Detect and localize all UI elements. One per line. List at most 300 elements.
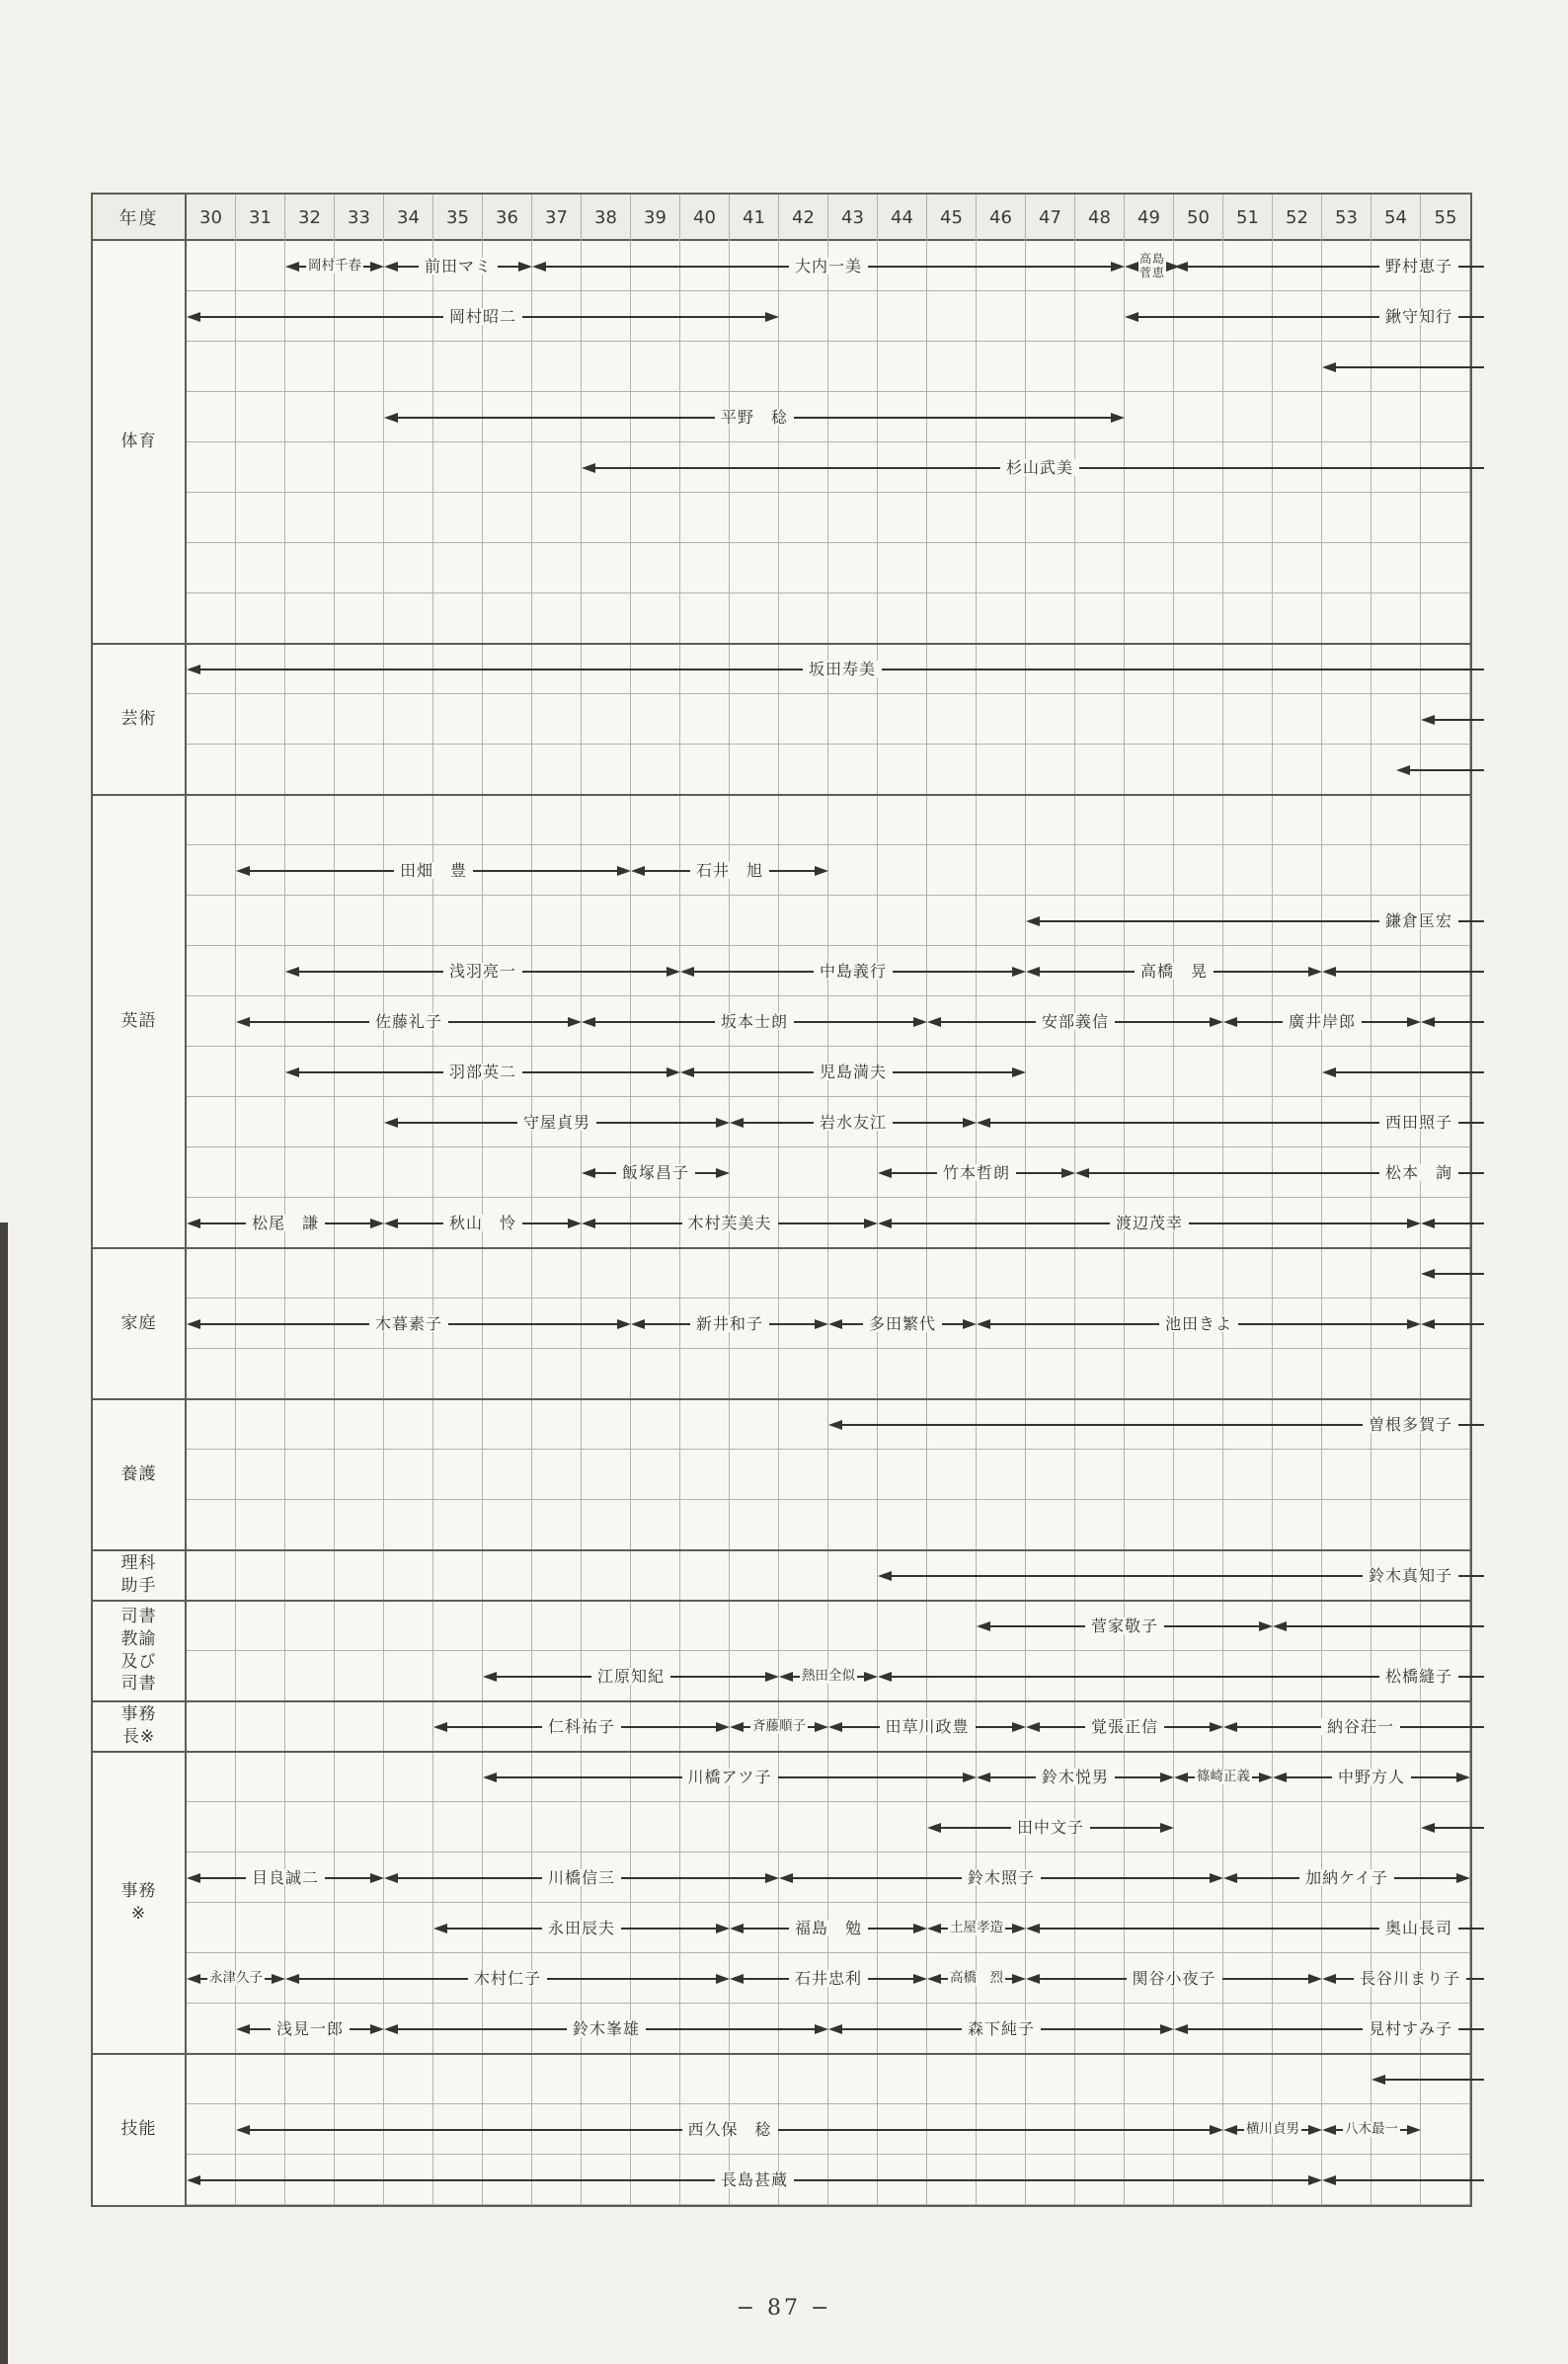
year-header-cell: 38 xyxy=(582,195,631,241)
staff-name: 長谷川まり子 xyxy=(1354,1970,1466,1988)
arrowhead-right-icon xyxy=(963,1773,977,1782)
arrowhead-left-icon xyxy=(384,1219,398,1228)
section-divider xyxy=(93,794,1470,796)
span-line xyxy=(882,669,1484,670)
arrowhead-left-icon xyxy=(384,2024,398,2034)
span-line xyxy=(200,316,443,318)
arrowhead-left-icon xyxy=(1322,2175,1336,2185)
staff-span xyxy=(187,1953,285,2004)
span-line xyxy=(621,1928,716,1930)
staff-span xyxy=(1322,1953,1484,2004)
year-header-cell: 40 xyxy=(680,195,730,241)
staff-name: 鈴木真知子 xyxy=(1363,1567,1458,1585)
span-line xyxy=(1238,1323,1407,1325)
span-line xyxy=(1115,1776,1160,1778)
staff-name: 永津久子 xyxy=(209,1970,263,1987)
span-line xyxy=(1435,719,1484,721)
timeline-grid xyxy=(187,241,1470,2205)
span-line xyxy=(1237,1877,1299,1879)
span-line xyxy=(990,1122,1379,1124)
staff-span xyxy=(384,1852,779,1903)
staff-name: 田畑 豊 xyxy=(394,862,473,880)
arrowhead-left-icon xyxy=(927,1924,941,1933)
arrowhead-right-icon xyxy=(272,1974,285,1984)
continuation-arrow xyxy=(1322,342,1484,392)
staff-span xyxy=(977,1601,1273,1651)
arrowhead-right-icon xyxy=(1160,2024,1174,2034)
span-line xyxy=(842,1726,880,1728)
span-line xyxy=(1237,1021,1283,1023)
staff-name: 納谷荘一 xyxy=(1321,1718,1400,1736)
book-gutter-shadow xyxy=(0,1222,8,2364)
arrowhead-right-icon xyxy=(1012,1924,1026,1933)
span-line xyxy=(769,1323,815,1325)
span-line xyxy=(1188,266,1379,268)
span-line xyxy=(350,2028,370,2030)
year-header-cell: 53 xyxy=(1322,195,1372,241)
year-header-cell: 55 xyxy=(1434,207,1457,228)
staff-span xyxy=(384,392,1125,442)
arrowhead-right-icon xyxy=(1456,1873,1470,1883)
arrowhead-left-icon xyxy=(878,1672,892,1682)
arrowhead-left-icon xyxy=(532,262,546,272)
staff-span xyxy=(977,1299,1421,1349)
span-line xyxy=(522,971,666,973)
staff-name: 羽部英二 xyxy=(443,1064,522,1081)
year-header-cell: 52 xyxy=(1273,195,1322,241)
arrowhead-right-icon xyxy=(568,1017,582,1027)
arrowhead-left-icon xyxy=(828,2024,842,2034)
staff-span xyxy=(285,946,680,996)
arrowhead-left-icon xyxy=(631,866,645,876)
staff-name: 多田繁代 xyxy=(863,1315,942,1333)
span-line xyxy=(941,1978,948,1980)
arrowhead-right-icon xyxy=(1160,1773,1174,1782)
span-line xyxy=(299,971,443,973)
span-line xyxy=(694,971,814,973)
arrowhead-right-icon xyxy=(1456,1773,1470,1782)
staff-name: 福島 勉 xyxy=(789,1920,868,1937)
span-line xyxy=(299,1071,443,1073)
arrowhead-left-icon xyxy=(236,1017,250,1027)
staff-name: 石井 旭 xyxy=(690,862,769,880)
arrowhead-left-icon xyxy=(927,1974,941,1984)
span-line xyxy=(1336,366,1484,368)
arrowhead-left-icon xyxy=(1223,1017,1237,1027)
staff-span xyxy=(1026,896,1484,946)
span-line xyxy=(1435,1222,1484,1224)
staff-name: 斉藤順子 xyxy=(752,1718,806,1735)
span-line xyxy=(621,1726,716,1728)
staff-name: 岡村千春 xyxy=(308,258,361,275)
staff-span xyxy=(828,1701,1026,1752)
section-label: 英語 xyxy=(120,1010,157,1031)
staff-name: 鈴木悦男 xyxy=(1036,1769,1115,1786)
arrowhead-right-icon xyxy=(1111,413,1125,423)
span-line xyxy=(1458,266,1484,268)
staff-span xyxy=(187,644,1484,694)
arrowhead-left-icon xyxy=(977,1621,990,1631)
arrowhead-right-icon xyxy=(370,1219,384,1228)
staff-span xyxy=(1273,1752,1470,1802)
staff-span xyxy=(1125,241,1174,291)
staff-name: 新井和子 xyxy=(690,1315,769,1333)
section-label: 技能 xyxy=(120,2118,157,2139)
arrowhead-left-icon xyxy=(878,1168,892,1178)
arrowhead-left-icon xyxy=(582,1017,595,1027)
staff-span xyxy=(384,1198,582,1248)
staff-span xyxy=(1223,996,1421,1047)
staff-name: 高島 菅恵 xyxy=(1139,251,1166,279)
span-line xyxy=(1040,1928,1379,1930)
arrowhead-right-icon xyxy=(666,967,680,977)
span-line xyxy=(794,2179,1308,2181)
arrowhead-left-icon xyxy=(1421,715,1435,725)
arrowhead-left-icon xyxy=(187,1219,200,1228)
staff-name: 松橋縫子 xyxy=(1379,1668,1458,1686)
year-header-cell: 51 xyxy=(1223,195,1273,241)
span-line xyxy=(621,1877,765,1879)
arrowhead-right-icon xyxy=(765,312,779,322)
arrowhead-left-icon xyxy=(384,262,398,272)
staff-span xyxy=(187,1299,631,1349)
staff-span xyxy=(236,845,631,896)
span-line xyxy=(1016,1172,1061,1174)
staff-name: 坂本士朗 xyxy=(715,1013,794,1031)
staff-span xyxy=(878,1147,1075,1198)
arrowhead-right-icon xyxy=(617,1319,631,1329)
section-label-column xyxy=(93,241,187,2205)
arrowhead-right-icon xyxy=(568,1219,582,1228)
span-line xyxy=(1287,1625,1484,1627)
continuation-arrow xyxy=(1421,694,1484,745)
span-line xyxy=(645,1323,690,1325)
arrowhead-left-icon xyxy=(1273,1621,1287,1631)
span-line xyxy=(1336,2129,1343,2131)
continuation-arrow xyxy=(1421,996,1484,1047)
staff-span xyxy=(1075,1147,1484,1198)
staff-name: 永田辰夫 xyxy=(542,1920,621,1937)
year-header-cell: 42 xyxy=(779,195,828,241)
span-line xyxy=(1458,1676,1484,1678)
section-label: 養護 xyxy=(120,1463,157,1484)
span-line xyxy=(769,870,815,872)
staff-name: 松尾 謙 xyxy=(246,1215,325,1232)
year-header-cell: 48 xyxy=(1075,195,1125,241)
staff-name: 野村恵子 xyxy=(1379,258,1458,276)
span-line xyxy=(497,1676,591,1678)
arrowhead-left-icon xyxy=(187,1873,200,1883)
arrowhead-right-icon xyxy=(1210,2125,1223,2135)
arrowhead-right-icon xyxy=(1012,1722,1026,1732)
staff-name: 西田照子 xyxy=(1379,1114,1458,1132)
arrowhead-left-icon xyxy=(828,1722,842,1732)
staff-name: 木暮素子 xyxy=(369,1315,448,1333)
span-line xyxy=(363,266,370,268)
span-line xyxy=(1041,2028,1160,2030)
span-line xyxy=(990,1323,1159,1325)
staff-span xyxy=(1223,1701,1484,1752)
span-line xyxy=(1040,1978,1127,1980)
arrowhead-right-icon xyxy=(765,1672,779,1682)
span-line xyxy=(1336,971,1484,973)
span-line xyxy=(200,1877,246,1879)
staff-span xyxy=(1174,1752,1273,1802)
arrowhead-left-icon xyxy=(483,1773,497,1782)
span-line xyxy=(447,1726,542,1728)
span-line xyxy=(1041,1877,1210,1879)
year-header-cell: 43 xyxy=(828,195,878,241)
arrowhead-left-icon xyxy=(1223,2125,1237,2135)
arrowhead-right-icon xyxy=(1407,1017,1421,1027)
staff-name: 廣井岸郎 xyxy=(1283,1013,1362,1031)
arrowhead-right-icon xyxy=(1210,1017,1223,1027)
staff-name: 高橋 烈 xyxy=(950,1970,1003,1987)
staff-span xyxy=(1223,1852,1470,1903)
arrowhead-left-icon xyxy=(1174,262,1188,272)
staff-name: 浅羽亮一 xyxy=(443,963,522,981)
year-header-cell: 44 xyxy=(878,195,927,241)
staff-span xyxy=(828,2004,1174,2054)
arrowhead-left-icon xyxy=(187,312,200,322)
staff-name: 竹本哲朗 xyxy=(937,1164,1016,1182)
arrowhead-left-icon xyxy=(1125,312,1138,322)
continuation-arrow xyxy=(1322,2155,1484,2205)
span-line xyxy=(1301,2129,1308,2131)
span-line xyxy=(868,266,1111,268)
arrowhead-left-icon xyxy=(1322,1067,1336,1077)
span-line xyxy=(892,1172,937,1174)
staff-span xyxy=(878,1651,1484,1701)
continuation-arrow xyxy=(1421,1299,1484,1349)
arrowhead-left-icon xyxy=(384,413,398,423)
span-line xyxy=(893,971,1012,973)
arrowhead-left-icon xyxy=(285,967,299,977)
continuation-arrow xyxy=(1273,1601,1484,1651)
span-line xyxy=(299,266,306,268)
staff-span xyxy=(582,442,1484,493)
arrowhead-left-icon xyxy=(1421,1319,1435,1329)
span-line xyxy=(793,1877,962,1879)
staff-span xyxy=(384,2004,828,2054)
staff-span xyxy=(1026,1701,1223,1752)
arrowhead-left-icon xyxy=(1174,1773,1188,1782)
arrowhead-left-icon xyxy=(1372,2075,1385,2085)
span-line xyxy=(942,1323,963,1325)
arrowhead-right-icon xyxy=(1308,967,1322,977)
staff-span xyxy=(730,1903,927,1953)
arrowhead-left-icon xyxy=(977,1118,990,1128)
span-line xyxy=(990,1625,1085,1627)
span-line xyxy=(1458,920,1484,922)
arrowhead-right-icon xyxy=(1407,1219,1421,1228)
span-line xyxy=(893,1071,1012,1073)
staff-span xyxy=(878,1198,1421,1248)
span-line xyxy=(695,1172,716,1174)
arrowhead-left-icon xyxy=(582,1219,595,1228)
arrowhead-right-icon xyxy=(1111,262,1125,272)
staff-span xyxy=(384,1097,730,1147)
span-line xyxy=(522,316,765,318)
span-line xyxy=(1222,1978,1309,1980)
span-line xyxy=(398,1877,542,1879)
staff-span xyxy=(285,241,384,291)
span-line xyxy=(778,1776,964,1778)
arrowhead-left-icon xyxy=(433,1924,447,1933)
staff-name: 八木最一 xyxy=(1345,2121,1398,2138)
span-line xyxy=(200,2179,715,2181)
arrowhead-right-icon xyxy=(716,1722,730,1732)
span-line xyxy=(941,1021,1036,1023)
arrowhead-left-icon xyxy=(828,1420,842,1430)
arrowhead-left-icon xyxy=(433,1722,447,1732)
staff-span xyxy=(187,291,779,342)
span-line xyxy=(1435,1323,1484,1325)
year-header-cell: 45 xyxy=(927,195,977,241)
arrowhead-right-icon xyxy=(1308,2175,1322,2185)
arrowhead-right-icon xyxy=(1210,1873,1223,1883)
arrowhead-right-icon xyxy=(1160,1823,1174,1833)
staff-span xyxy=(730,1097,977,1147)
arrowhead-left-icon xyxy=(285,1974,299,1984)
year-header-cell: 39 xyxy=(631,195,680,241)
staff-span xyxy=(1174,2004,1484,2054)
staff-span xyxy=(582,1198,878,1248)
span-line xyxy=(794,1021,913,1023)
staff-name: 目良誠二 xyxy=(246,1869,325,1887)
year-header-cell: 36 xyxy=(483,195,532,241)
staff-timeline-table xyxy=(91,193,1472,2207)
staff-name: 鍬守知行 xyxy=(1379,308,1458,326)
span-line xyxy=(1005,1928,1012,1930)
arrowhead-left-icon xyxy=(1421,1219,1435,1228)
staff-name: 松本 詢 xyxy=(1379,1164,1458,1182)
arrowhead-right-icon xyxy=(370,1873,384,1883)
span-line xyxy=(1394,1877,1456,1879)
arrowhead-right-icon xyxy=(1210,1722,1223,1732)
staff-name: 渡辺茂幸 xyxy=(1110,1215,1189,1232)
span-line xyxy=(398,266,419,268)
continuation-arrow xyxy=(1421,1248,1484,1299)
arrowhead-left-icon xyxy=(927,1823,941,1833)
span-line xyxy=(868,1978,913,1980)
page-number: − 87 − xyxy=(736,2296,832,2321)
span-line xyxy=(744,1122,814,1124)
year-header-cell: 41 xyxy=(730,195,779,241)
staff-name: 熱田全似 xyxy=(802,1668,855,1685)
span-line xyxy=(1138,316,1379,318)
staff-span xyxy=(236,2104,1223,2155)
arrowhead-left-icon xyxy=(483,1672,497,1682)
staff-name: 池田きよ xyxy=(1159,1315,1238,1333)
span-line xyxy=(990,1776,1036,1778)
span-line xyxy=(200,1323,369,1325)
continuation-arrow xyxy=(1421,1198,1484,1248)
span-line xyxy=(1458,1424,1484,1426)
staff-span xyxy=(187,1198,384,1248)
span-line xyxy=(1237,2129,1244,2131)
arrowhead-right-icon xyxy=(716,1924,730,1933)
staff-span xyxy=(680,1047,1026,1097)
span-line xyxy=(1466,1978,1484,1980)
staff-span xyxy=(433,1903,730,1953)
span-line xyxy=(842,2028,962,2030)
year-header-cell: 35 xyxy=(433,195,483,241)
span-line xyxy=(1040,1726,1085,1728)
arrowhead-left-icon xyxy=(187,1319,200,1329)
section-label: 家庭 xyxy=(120,1312,157,1333)
arrowhead-left-icon xyxy=(187,665,200,674)
span-line xyxy=(1237,1726,1321,1728)
staff-name: 川橋アツ子 xyxy=(682,1769,778,1786)
arrowhead-left-icon xyxy=(680,967,694,977)
arrowhead-left-icon xyxy=(1223,1873,1237,1883)
year-header-cell: 54 xyxy=(1372,195,1421,241)
span-line xyxy=(744,1726,750,1728)
staff-name: 飯塚昌子 xyxy=(616,1164,695,1182)
arrowhead-left-icon xyxy=(1026,1722,1040,1732)
arrowhead-left-icon xyxy=(582,463,595,473)
span-line xyxy=(398,1222,443,1224)
arrowhead-left-icon xyxy=(1026,967,1040,977)
arrowhead-right-icon xyxy=(518,262,532,272)
arrowhead-right-icon xyxy=(815,2024,828,2034)
span-line xyxy=(522,1222,568,1224)
staff-span xyxy=(977,1752,1174,1802)
arrowhead-left-icon xyxy=(1026,916,1040,926)
arrowhead-left-icon xyxy=(1322,967,1336,977)
arrowhead-left-icon xyxy=(1322,362,1336,372)
section-label: 事務 ※ xyxy=(120,1880,157,1924)
span-line xyxy=(1435,1827,1484,1829)
staff-name: 長島甚蔵 xyxy=(715,2171,794,2189)
span-line xyxy=(1005,1978,1012,1980)
staff-name: 田草川政豊 xyxy=(880,1718,976,1736)
arrowhead-left-icon xyxy=(977,1773,990,1782)
year-header-cell: 32 xyxy=(285,195,335,241)
span-line xyxy=(1410,769,1484,771)
staff-span xyxy=(779,1651,878,1701)
span-line xyxy=(1189,1222,1407,1224)
staff-name: 中島義行 xyxy=(814,963,893,981)
arrowhead-left-icon xyxy=(927,1017,941,1027)
arrowhead-left-icon xyxy=(730,1118,744,1128)
arrowhead-right-icon xyxy=(1407,2125,1421,2135)
arrowhead-left-icon xyxy=(1421,1823,1435,1833)
arrowhead-left-icon xyxy=(1026,1924,1040,1933)
arrowhead-right-icon xyxy=(913,1017,927,1027)
span-line xyxy=(941,1928,948,1930)
arrowhead-left-icon xyxy=(582,1168,595,1178)
staff-span xyxy=(187,1852,384,1903)
span-line xyxy=(893,1122,963,1124)
span-line xyxy=(1400,1726,1484,1728)
span-line xyxy=(808,1726,815,1728)
arrowhead-left-icon xyxy=(730,1924,744,1933)
arrowhead-left-icon xyxy=(285,262,299,272)
span-line xyxy=(1336,1978,1354,1980)
staff-span xyxy=(187,2155,1322,2205)
span-line xyxy=(595,467,1000,469)
span-line xyxy=(1164,1726,1210,1728)
arrowhead-left-icon xyxy=(828,1319,842,1329)
section-label: 事務 長※ xyxy=(120,1704,157,1747)
year-header-cell: 46 xyxy=(977,195,1026,241)
span-line xyxy=(1252,1776,1259,1778)
staff-name: 菅家敬子 xyxy=(1085,1617,1164,1635)
arrowhead-left-icon xyxy=(236,2125,250,2135)
arrowhead-left-icon xyxy=(1421,1017,1435,1027)
